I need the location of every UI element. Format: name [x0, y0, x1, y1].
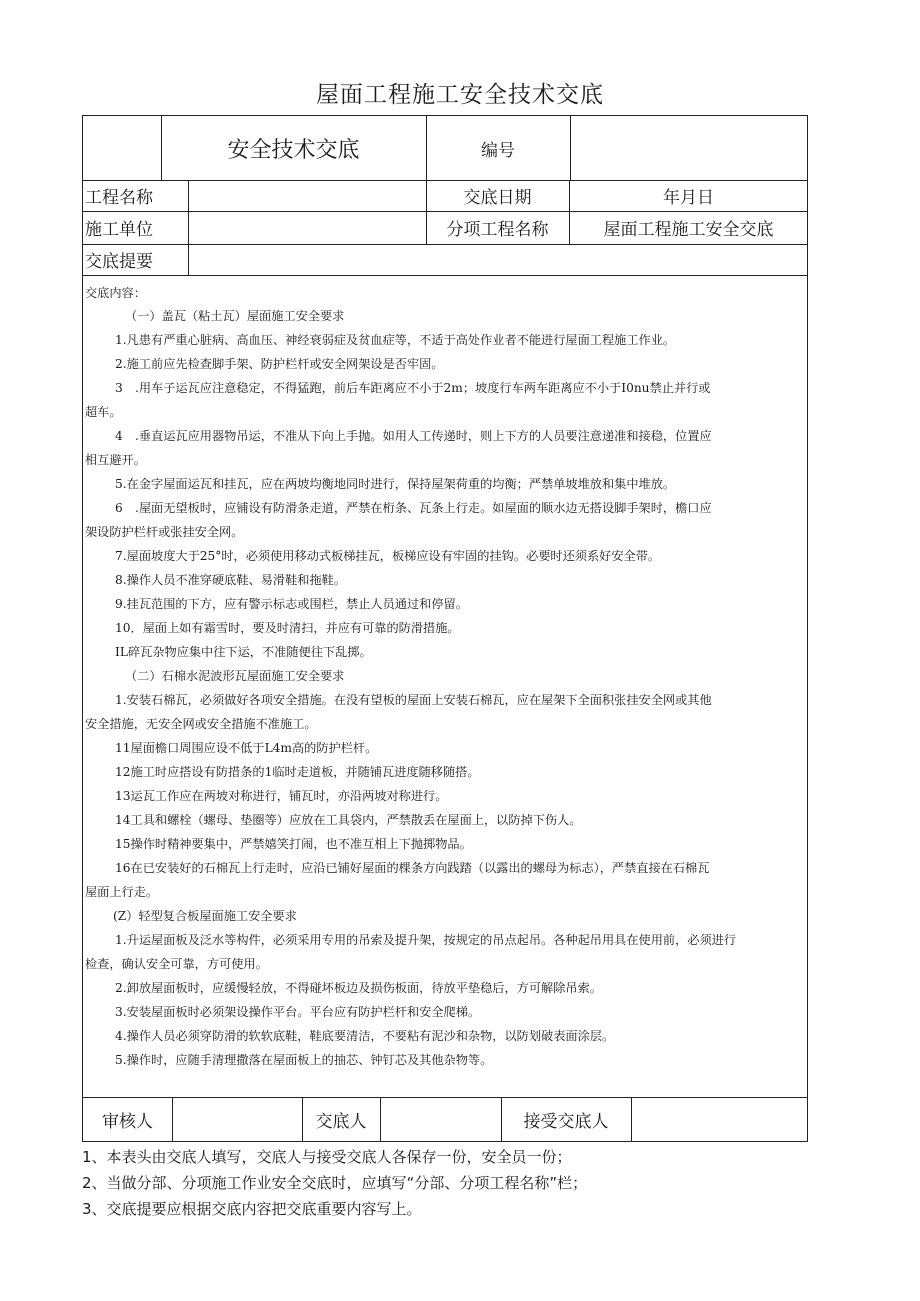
content-line: 15操作时精神要集中，严禁嬉笑打闹，也不准互相上下抛掷物品。: [115, 837, 472, 851]
sub-project-label: 分项工程名称: [446, 220, 549, 240]
content-line: 3 .用车子运瓦应注意稳定，不得猛跑，前后车距离应不小于2m；坡度行车两车距离应不小于I0nu禁止并行或: [115, 381, 711, 395]
content-line: 4 .垂直运瓦应用器物吊运，不准从下向上手抛。如用人工传递时，则上下方的人员要注意递准和接稳，位置应: [115, 429, 712, 443]
content-line: 屋面上行走。: [85, 885, 159, 899]
number-label: 编号: [481, 140, 515, 161]
content-line: 6 .屋面无望板时，应铺设有防滑条走道，严禁在桁条、瓦条上行走。如屋面的顺水边无搭设脚手架时，檐口应: [115, 501, 712, 515]
form-notes: [82, 1144, 587, 1222]
content-line: 检查，确认安全可靠，方可使用。: [85, 957, 268, 971]
note-line: 2、当做分部、分项施工作业安全交底时，应填写“分部、分项工程名称”栏；: [82, 1174, 588, 1192]
content-line: （二）石棉水泥波形瓦屋面施工安全要求: [125, 669, 345, 683]
summary-field[interactable]: [188, 244, 813, 275]
unit-label: 施工单位: [85, 220, 153, 240]
discloser-field[interactable]: [380, 1097, 501, 1142]
content-line: 4.操作人员必须穿防滑的软软底鞋，鞋底要清洁，不要粘有泥沙和杂物，以防划破表面涂层。: [115, 1029, 615, 1043]
divider: [83, 275, 807, 276]
sub-project-field[interactable]: 屋面工程施工安全交底: [603, 220, 774, 240]
content-line: （一）盖瓦（粘土瓦）屋面施工安全要求: [125, 309, 345, 323]
receiver-label: 接受交底人: [523, 1112, 609, 1132]
date-field[interactable]: 年月日: [663, 188, 714, 208]
content-line: 11屋面檐口周围应设不低于L4m高的防护栏杆。: [115, 741, 378, 755]
reviewer-label: 审核人: [102, 1112, 153, 1132]
content-line: 16在已安装好的石棉瓦上行走时，应沿已铺好屋面的棵条方向践踏（以露出的螺母为标志），严禁直接在石棉瓦: [115, 861, 710, 875]
date-label: 交底日期: [463, 188, 532, 208]
project-name-field[interactable]: [188, 180, 432, 211]
content-line: IL碎瓦杂物应集中往下运，不准随便往下乱掷。: [115, 645, 372, 659]
content-line: 2.卸放屋面板时，应缓慢轻放，不得碰坏板边及损伤板面，待放平垫稳后，方可解除吊索。: [115, 981, 602, 995]
content-line: 1.安装石棉瓦，必须做好各项安全措施。在没有望板的屋面上安装石棉瓦，应在屋架下全面积张挂安全网或其他: [115, 693, 712, 707]
content-line: 7.屋面坡度大于25°时，必须使用移动式板梯挂瓦，板梯应设有牢固的挂钩。必要时还须系好安全带。: [115, 549, 661, 563]
note-line: 1、本表头由交底人填写，交底人与接受交底人各保存一份，安全员一份；: [82, 1148, 572, 1166]
reviewer-field[interactable]: [172, 1097, 302, 1142]
content-line: 12施工时应搭设有防措条的1临时走道板，并随铺瓦进度随移随搭。: [115, 765, 480, 779]
disclosure-form: [82, 115, 808, 1142]
form-title: 安全技术交底: [227, 137, 360, 163]
number-field[interactable]: [570, 116, 808, 180]
project-name-label: 工程名称: [85, 188, 153, 208]
document-title: 屋面工程施工安全技术交底: [316, 82, 604, 108]
content-line: 安全措施，无安全网或安全措施不准施工。: [85, 717, 317, 731]
content-line: 超车。: [85, 405, 122, 419]
summary-label: 交底提要: [85, 252, 153, 272]
content-line: 14工具和螺栓（螺母、垫圈等）应放在工具袋内，严禁散丢在屋面上，以防掉下伤人。: [115, 813, 582, 827]
content-line: 13运瓦工作应在两坡对称进行，铺瓦时，亦沿两坡对称进行。: [115, 789, 448, 803]
content-line: 9.挂瓦范围的下方，应有警示标志或围栏，禁止人员通过和停留。: [115, 597, 468, 611]
content-line: 8.操作人员不准穿硬底鞋、易滑鞋和拖鞋。: [115, 573, 347, 587]
content-line: 相互避开。: [85, 453, 146, 467]
content-line: 交底内容：: [85, 286, 146, 300]
unit-field[interactable]: [188, 211, 432, 244]
receiver-field[interactable]: [631, 1097, 807, 1142]
discloser-label: 交底人: [315, 1112, 367, 1132]
note-line: 3、交底提要应根据交底内容把交底重要内容写上。: [82, 1200, 422, 1218]
content-line: 2.施工前应先检查脚手架、防护栏杆或安全网架设是否牢固。: [115, 357, 444, 371]
content-line: 10．屋面上如有霜雪时，要及时清扫，并应有可靠的防滑措施。: [115, 621, 460, 635]
content-line: 1.凡患有严重心脏病、高血压、神经衰弱症及贫血症等，不适于高处作业者不能进行屋面工程施工作业。: [115, 333, 676, 347]
content-line: 5.在金字屋面运瓦和挂瓦，应在两坡均衡地同时进行，保持屋架荷重的均衡；严禁单坡堆放和集中堆放。: [115, 477, 676, 491]
content-line: 架设防护栏杆或张挂安全网。: [85, 525, 244, 539]
content-line: 3.安装屋面板时必须架设操作平台。平台应有防护栏杆和安全爬梯。: [115, 1005, 481, 1019]
content-line: 5.操作时，应随手清理撒落在屋面板上的抽芯、钟钉芯及其他杂物等。: [115, 1053, 493, 1067]
content-line: (Z）轻型复合板屋面施工安全要求: [113, 909, 297, 923]
content-line: 1.升运屋面板及泛水等构件，必须采用专用的吊索及提升架，按规定的吊点起吊。各种起吊用具在使用前，必须进行: [115, 933, 737, 947]
